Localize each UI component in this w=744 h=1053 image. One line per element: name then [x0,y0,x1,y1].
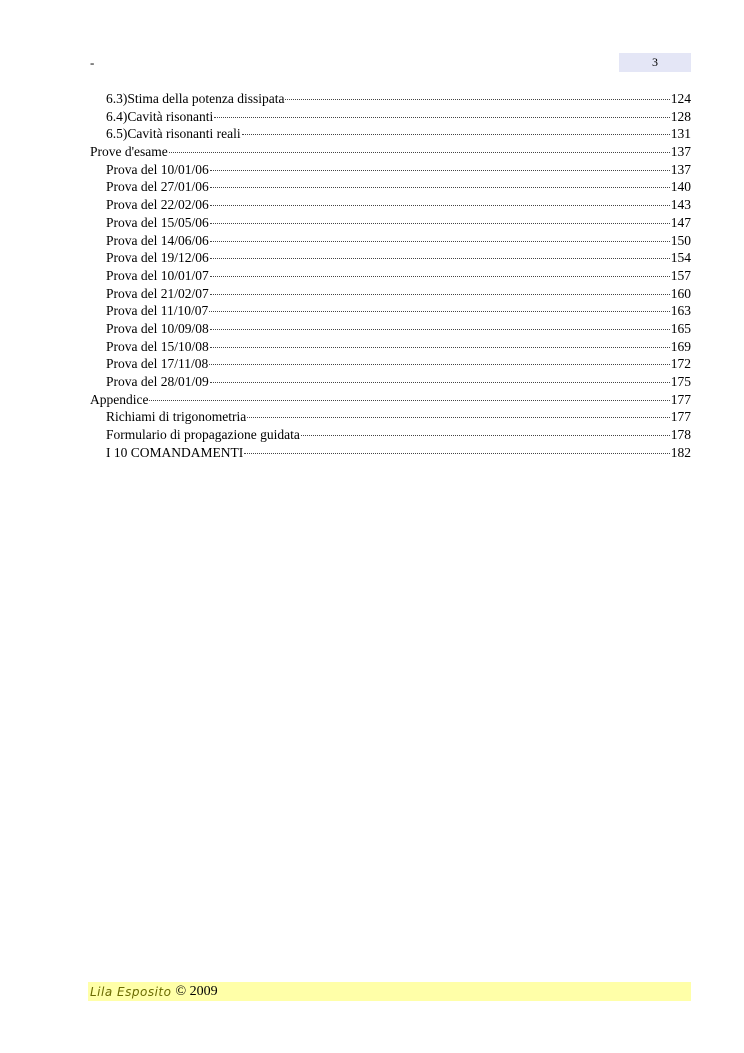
toc-entry-page: 169 [670,338,691,354]
toc-entry[interactable] [90,338,691,356]
footer-bar [88,982,691,1001]
toc-entry-page: 157 [670,267,691,283]
copyright-notice: © 2009 [175,983,218,999]
toc-entry-title: Prova del 10/09/08 [106,320,209,336]
toc-entry-page: 165 [670,320,691,336]
toc-entry-title: Prova del 21/02/07 [106,285,209,301]
toc-entry[interactable] [90,408,691,426]
toc-entry-page: 160 [670,285,691,301]
toc-entry[interactable] [90,196,691,214]
toc-entry-title: Richiami di trigonometria [106,409,247,425]
toc-dot-leader [210,382,670,383]
toc-entry-page: 128 [670,108,691,124]
toc-entry[interactable] [90,355,691,373]
toc-entry-title: Prova del 28/01/09 [106,374,209,389]
toc-dot-leader [149,400,669,401]
toc-entry-title: Formulario di propagazione guidata [106,427,300,443]
header-left-text: - [90,55,95,70]
toc-entry[interactable] [90,444,691,462]
toc-entry-page: 137 [670,144,691,160]
toc-entry[interactable] [90,249,691,267]
toc-dot-leader [210,241,670,242]
toc-dot-leader [244,453,670,454]
toc-entry[interactable] [90,285,691,303]
toc-dot-leader [210,329,670,330]
toc-entry[interactable] [90,214,691,232]
toc-entry[interactable] [90,426,691,444]
toc-dot-leader [210,294,670,295]
table-of-contents [90,90,691,461]
toc-entry-title: Prova del 14/06/06 [106,232,209,248]
toc-dot-leader [209,311,670,312]
toc-entry-title: Prova del 10/01/06 [106,161,209,177]
toc-dot-leader [210,347,670,348]
toc-entry[interactable] [90,90,691,108]
toc-entry-page: 140 [670,179,691,195]
toc-entry-title: Prova del 10/01/07 [106,267,209,283]
toc-entry-title: Appendice [90,391,149,407]
author-signature: Lila Esposito [90,984,172,999]
toc-dot-leader [209,364,670,365]
toc-entry-page: 182 [670,444,691,460]
toc-entry-page: 150 [670,232,691,248]
toc-dot-leader [169,152,670,153]
toc-dot-leader [242,134,670,135]
toc-entry[interactable] [90,302,691,320]
toc-entry-page: 154 [670,250,691,266]
toc-entry-title: Prova del 15/05/06 [106,214,209,230]
toc-dot-leader [210,276,670,277]
toc-entry-page: 177 [670,409,691,425]
toc-entry-page: 147 [670,214,691,230]
toc-dot-leader [285,99,669,100]
toc-entry[interactable] [90,143,691,161]
toc-dot-leader [210,258,670,259]
toc-entry[interactable] [90,232,691,250]
toc-entry-title: Prova del 19/12/06 [106,250,209,266]
toc-entry-page: 137 [670,161,691,177]
toc-dot-leader [210,170,670,171]
toc-entry-title: 6.3)Stima della potenza dissipata [106,91,285,106]
toc-dot-leader [214,117,670,118]
toc-entry[interactable] [90,161,691,179]
toc-entry-page: 143 [670,197,691,213]
toc-entry[interactable] [90,391,691,409]
toc-dot-leader [247,417,670,418]
toc-entry-title: Prove d'esame [90,144,168,160]
toc-entry[interactable] [90,178,691,196]
toc-entry[interactable] [90,125,691,143]
toc-entry-page: 177 [670,391,691,407]
toc-entry-title: Prova del 22/02/06 [106,197,209,213]
toc-entry[interactable] [90,320,691,338]
toc-entry-title: Prova del 17/11/08 [106,356,209,372]
toc-entry[interactable] [90,267,691,285]
toc-entry-page: 175 [670,374,691,389]
toc-entry-page: 124 [670,91,691,106]
toc-entry-title: Prova del 15/10/08 [106,338,209,354]
toc-entry-page: 131 [670,126,691,142]
toc-entry-title: Prova del 11/10/07 [106,303,209,319]
toc-entry-page: 163 [670,303,691,319]
toc-entry-title: 6.4)Cavità risonanti [106,108,214,124]
toc-entry-title: I 10 COMANDAMENTI [106,444,244,460]
page-number: 3 [619,53,691,72]
toc-entry-page: 178 [670,427,691,443]
toc-dot-leader [301,435,670,436]
toc-dot-leader [210,187,670,188]
toc-entry[interactable] [90,108,691,126]
toc-entry[interactable] [90,373,691,391]
toc-dot-leader [210,223,670,224]
toc-entry-page: 172 [670,356,691,372]
toc-dot-leader [210,205,670,206]
toc-entry-title: 6.5)Cavità risonanti reali [106,126,241,142]
toc-entry-title: Prova del 27/01/06 [106,179,209,195]
